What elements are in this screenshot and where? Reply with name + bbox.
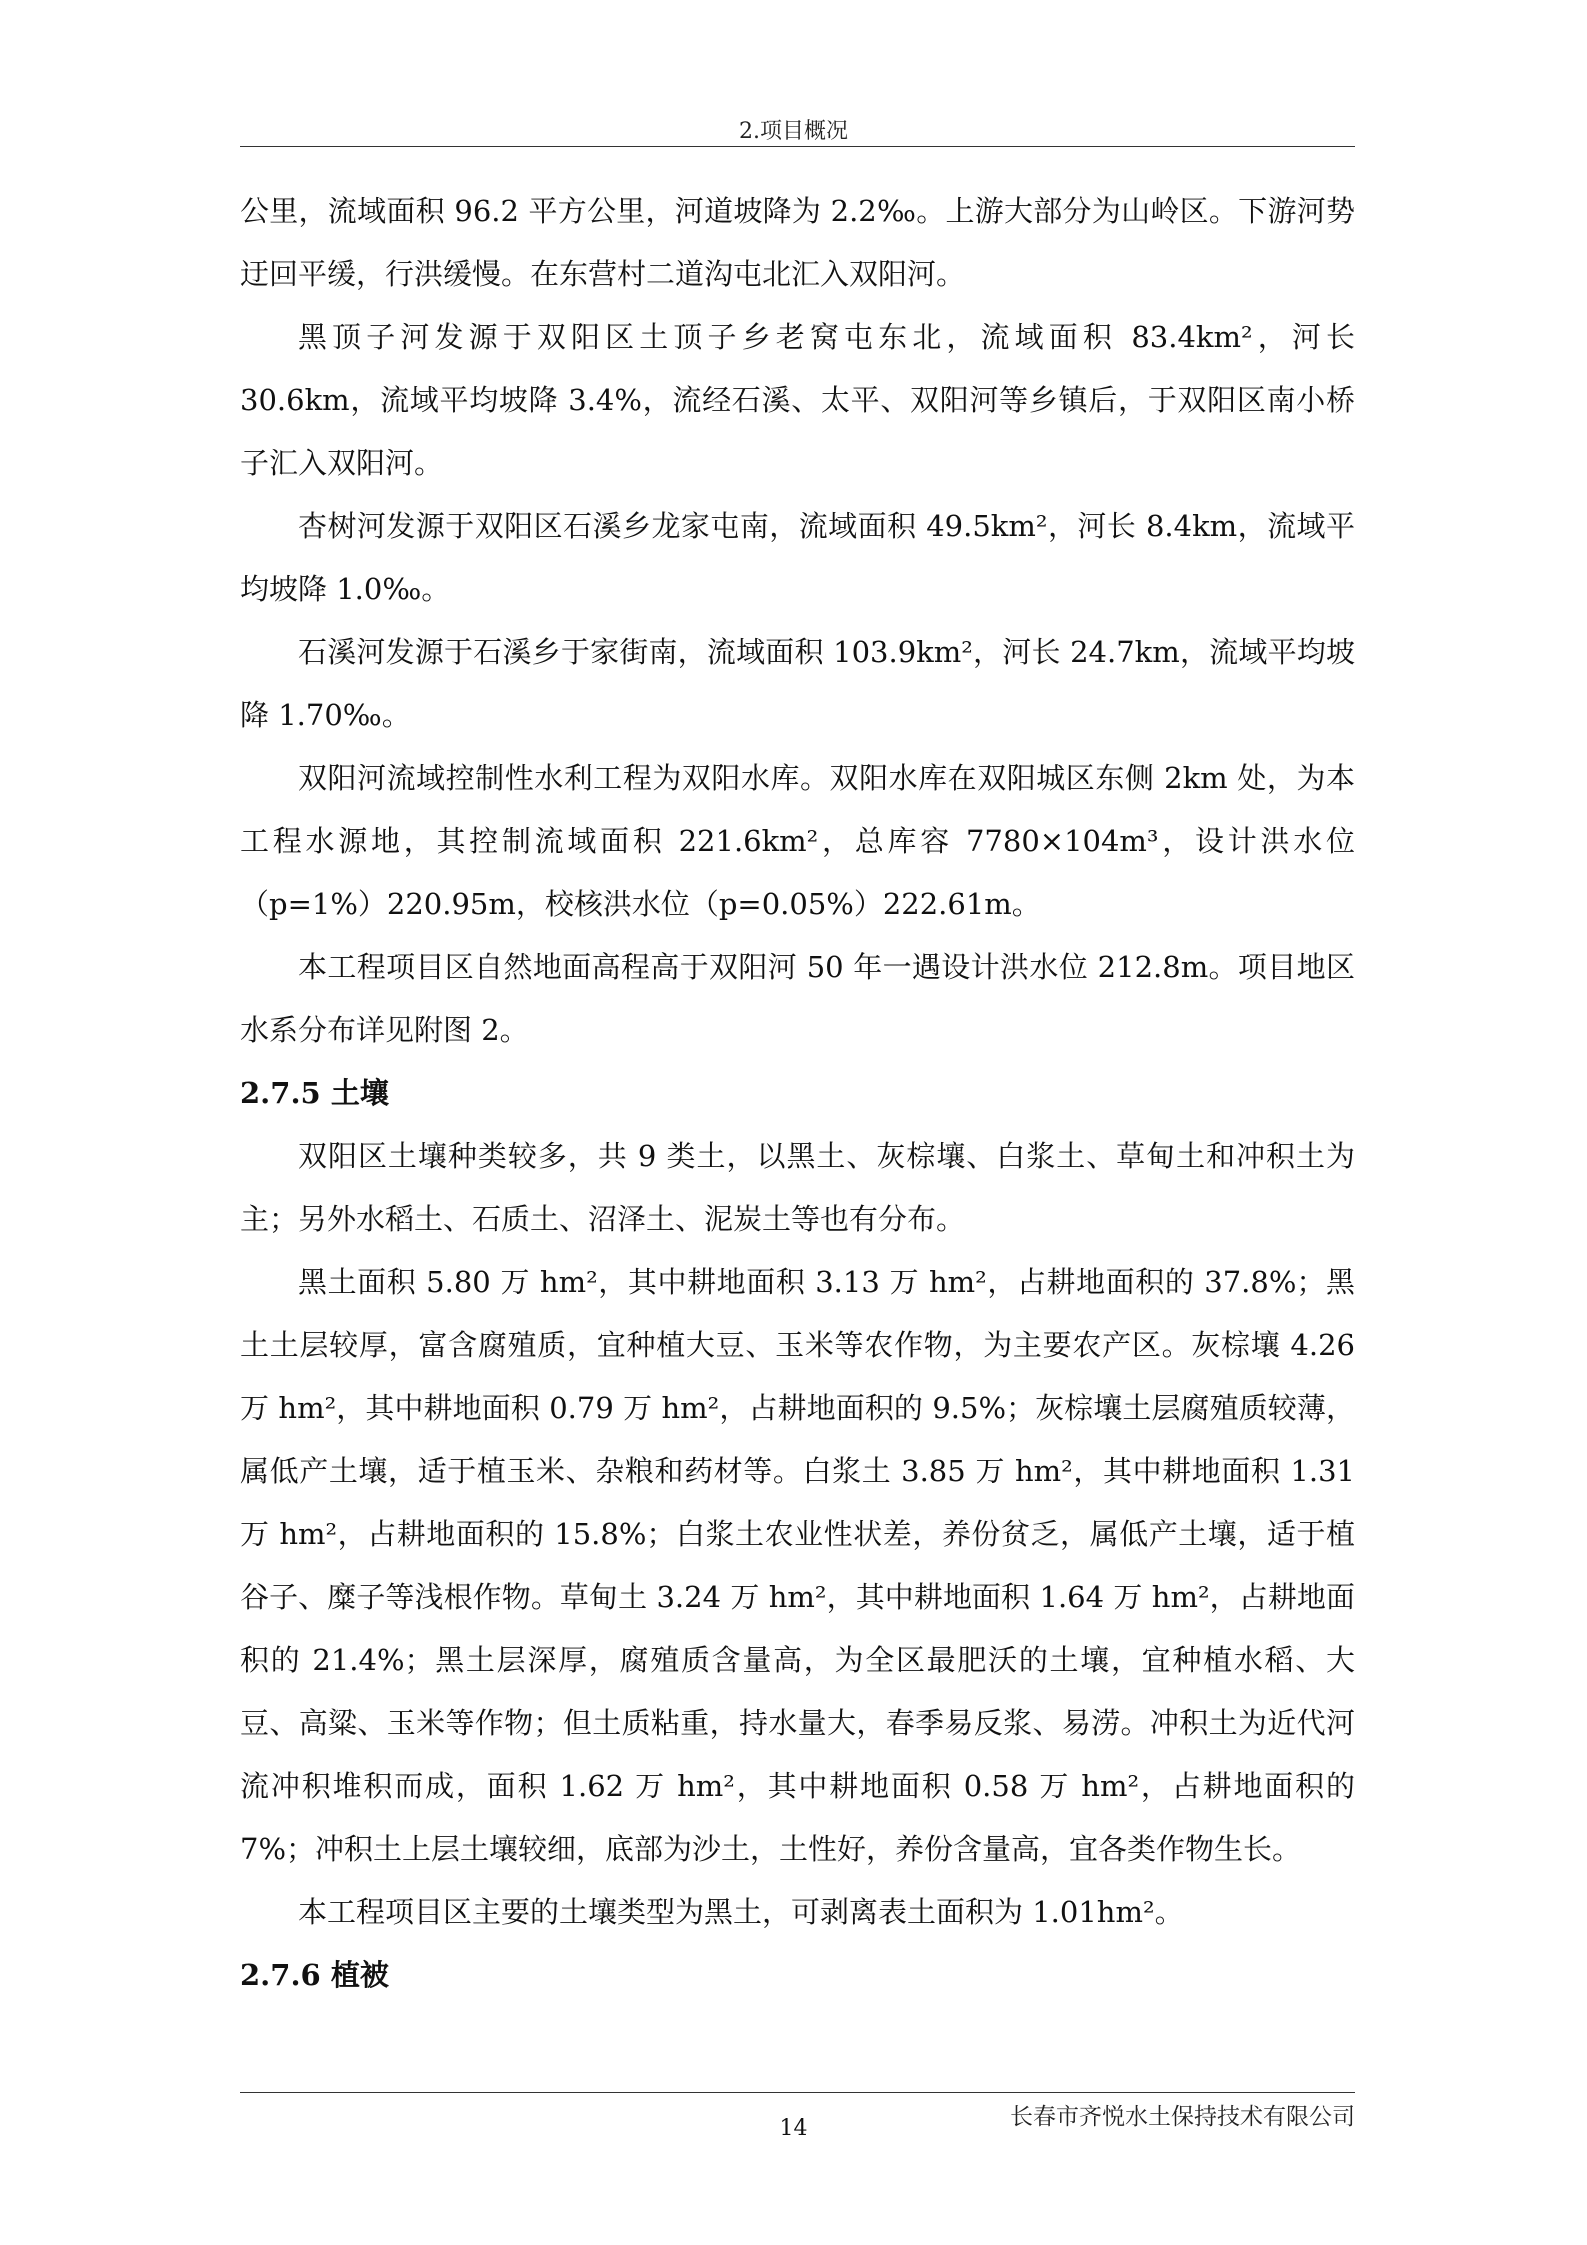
running-header-title: 2.项目概况 [739, 119, 848, 144]
paragraph-soil-types: 双阳区土壤种类较多，共 9 类土，以黑土、灰棕壤、白浆土、草甸土和冲积土为主；另外水稻土、石质土、沼泽土、泥炭土等也有分布。 [240, 1139, 1355, 1236]
footer-rule [240, 2092, 1355, 2093]
paragraph-xingshu-river: 杏树河发源于双阳区石溪乡龙家屯南，流域面积 49.5km²，河长 8.4km，流域平均坡降 1.0‰。 [240, 509, 1355, 606]
header-rule [240, 146, 1355, 147]
page-number: 14 [779, 2116, 808, 2141]
paragraph-continued: 公里，流域面积 96.2 平方公里，河道坡降为 2.2‰。上游大部分为山岭区。下游河势迂回平缓，行洪缓慢。在东营村二道沟屯北汇入双阳河。 [240, 194, 1355, 291]
section-heading-soil: 2.7.5 土壤 [240, 1076, 389, 1110]
body-content [240, 180, 1355, 2007]
paragraph-shuangyang-reservoir: 双阳河流域控制性水利工程为双阳水库。双阳水库在双阳城区东侧 2km 处，为本工程水源地，其控制流域面积 221.6km²，总库容 7780×104m³，设计洪水位（p=1%）220.95m，校核洪水位（p=0.05%）222.61m。 [240, 761, 1355, 921]
paragraph-soil-areas: 黑土面积 5.80 万 hm²，其中耕地面积 3.13 万 hm²，占耕地面积的 37.8%；黑土土层较厚，富含腐殖质，宜种植大豆、玉米等农作物，为主要农产区。灰棕壤 4.26 万 hm²，其中耕地面积 0.79 万 hm²，占耕地面积的 9.5%；灰棕壤土层腐殖质较薄，属低产土壤，适于植玉米、杂粮和药材等。白浆土 3.85 万 hm²，其中耕地面积 1.31 万 hm²，占耕地面积的 15.8%；白浆土农业性状差，养份贫乏，属低产土壤，适于植谷子、糜子等浅根作物。草甸土 3.24 万 hm²，其中耕地面积 1.64 万 hm²，占耕地面积的 21.4%；黑土层深厚，腐殖质含量高，为全区最肥沃的土壤，宜种植水稻、大豆、高粱、玉米等作物；但土质粘重，持水量大，春季易反浆、易涝。冲积土为近代河流冲积堆积而成，面积 1.62 万 hm²，其中耕地面积 0.58 万 hm²，占耕地面积的 7%；冲积土上层土壤较细，底部为沙土，土性好，养份含量高，宜各类作物生长。 [240, 1265, 1355, 1866]
section-heading-vegetation: 2.7.6 植被 [240, 1958, 389, 1992]
paragraph-project-elevation: 本工程项目区自然地面高程高于双阳河 50 年一遇设计洪水位 212.8m。项目地区水系分布详见附图 2。 [240, 950, 1355, 1047]
paragraph-topsoil: 本工程项目区主要的土壤类型为黑土，可剥离表土面积为 1.01hm²。 [298, 1895, 1184, 1929]
footer-company-name: 长春市齐悦水土保持技术有限公司 [1010, 2104, 1355, 2130]
paragraph-heidingzi-river: 黑顶子河发源于双阳区土顶子乡老窝屯东北，流域面积 83.4km²，河长 30.6km，流域平均坡降 3.4%，流经石溪、太平、双阳河等乡镇后，于双阳区南小桥子汇入双阳河。 [240, 320, 1355, 480]
paragraph-shixi-river: 石溪河发源于石溪乡于家街南，流域面积 103.9km²，河长 24.7km，流域平均坡降 1.70‰。 [240, 635, 1355, 732]
